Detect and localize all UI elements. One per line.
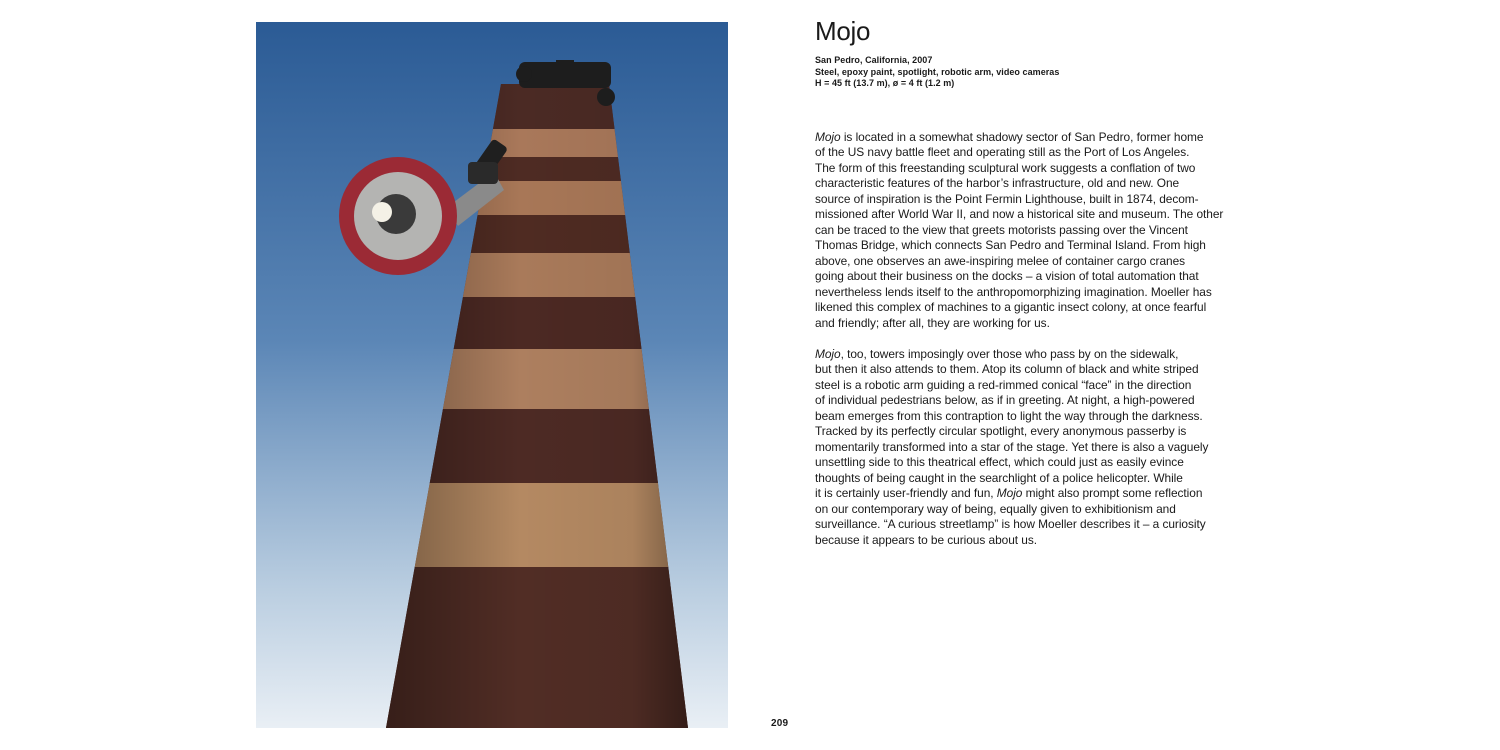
- text-line: [815, 145, 1255, 161]
- body-paragraph-2: [815, 347, 1255, 549]
- text-run: might also prompt some reflection: [1022, 486, 1203, 500]
- text-run: steel is a robotic arm guiding a red-rimmed conical “face” in the direction: [815, 377, 1192, 392]
- text-run: Thomas Bridge, which connects San Pedro and Terminal Island. From high: [815, 238, 1206, 252]
- italic-title: Mojo: [815, 129, 841, 144]
- artwork-dimensions: H = 45 ft (13.7 m), ø = 4 ft (1.2 m): [815, 78, 955, 88]
- artwork-photo: [256, 22, 728, 728]
- text-line: [815, 223, 1255, 239]
- text-run: characteristic features of the harbor’s infrastructure, old and new. One: [815, 176, 1180, 190]
- text-run: nevertheless lends itself to the anthropomorphizing imagination. Moeller has: [815, 284, 1212, 299]
- text-run: is located in a somewhat shadowy sector of San Pedro, former home: [840, 129, 1204, 144]
- text-run: and friendly; after all, they are working for us.: [815, 315, 1050, 330]
- text-run: likened this complex of machines to a gigantic insect colony, at once fearful: [815, 300, 1207, 314]
- text-run: momentarily transformed into a star of the stage. Yet there is also a vaguely: [815, 439, 1209, 454]
- text-line: [815, 300, 1255, 316]
- text-line: [815, 207, 1255, 223]
- text-run: above, one observes an awe-inspiring melee of container cargo cranes: [815, 253, 1186, 268]
- artwork-location: San Pedro, California, 2007: [815, 55, 933, 65]
- text-run: The form of this freestanding sculptural work suggests a conflation of two: [815, 160, 1196, 175]
- text-run: source of inspiration is the Point Fermin Lighthouse, built in 1874, decom-: [815, 191, 1199, 206]
- text-line: [815, 409, 1255, 425]
- italic-title: Mojo: [996, 486, 1023, 500]
- text-run: because it appears to be curious about us.: [815, 532, 1037, 547]
- artwork-title: Mojo: [815, 16, 871, 46]
- text-run: , too, towers imposingly over those who pass by on the sidewalk,: [840, 346, 1179, 361]
- text-run: unsettling side to this theatrical effect, which could just as easily evince: [815, 455, 1184, 469]
- page-number: 209: [771, 718, 789, 729]
- text-line: [815, 502, 1255, 518]
- text-line: [815, 486, 1255, 502]
- text-line: [815, 393, 1255, 409]
- body-paragraph-1: [815, 130, 1255, 332]
- text-line: [815, 471, 1255, 487]
- text-run: can be traced to the view that greets motorists passing over the Vincent: [815, 222, 1188, 237]
- text-run: Tracked by its perfectly circular spotlight, every anonymous passerby is: [815, 424, 1187, 438]
- text-line: [815, 130, 1255, 146]
- text-run: of the US navy battle fleet and operating still as the Port of Los Angeles.: [815, 145, 1190, 159]
- text-line: [815, 254, 1255, 270]
- text-run: of individual pedestrians below, as if in greeting. At night, a high-powered: [815, 393, 1195, 407]
- text-line: [815, 285, 1255, 301]
- text-line: [815, 176, 1255, 192]
- text-line: [815, 347, 1255, 363]
- artwork-materials: Steel, epoxy paint, spotlight, robotic arm, video cameras: [815, 66, 1060, 77]
- text-column: [815, 16, 1255, 548]
- text-line: [815, 316, 1255, 332]
- artwork-meta: [815, 55, 1255, 90]
- text-run: beam emerges from this contraption to light the way through the darkness.: [815, 408, 1203, 423]
- text-run: thoughts of being caught in the searchlight of a police helicopter. While: [815, 470, 1183, 485]
- text-run: surveillance. “A curious streetlamp” is how Moeller describes it – a curiosity: [815, 517, 1206, 531]
- text-line: [815, 424, 1255, 440]
- text-line: [815, 362, 1255, 378]
- text-line: [815, 533, 1255, 549]
- text-run: going about their business on the docks – a vision of total automation that: [815, 269, 1199, 283]
- text-line: [815, 238, 1255, 254]
- text-run: on our contemporary way of being, equally given to exhibitionism and: [815, 501, 1176, 516]
- text-line: [815, 192, 1255, 208]
- text-run: but then it also attends to them. Atop its column of black and white striped: [815, 362, 1199, 376]
- text-line: [815, 440, 1255, 456]
- text-line: [815, 161, 1255, 177]
- text-line: [815, 455, 1255, 471]
- spotlight-face: [339, 157, 457, 275]
- text-run: it is certainly user-friendly and fun,: [815, 486, 997, 500]
- text-line: [815, 269, 1255, 285]
- text-line: [815, 378, 1255, 394]
- text-run: missioned after World War II, and now a historical site and museum. The other: [815, 207, 1224, 221]
- text-line: [815, 517, 1255, 533]
- italic-title: Mojo: [815, 346, 841, 361]
